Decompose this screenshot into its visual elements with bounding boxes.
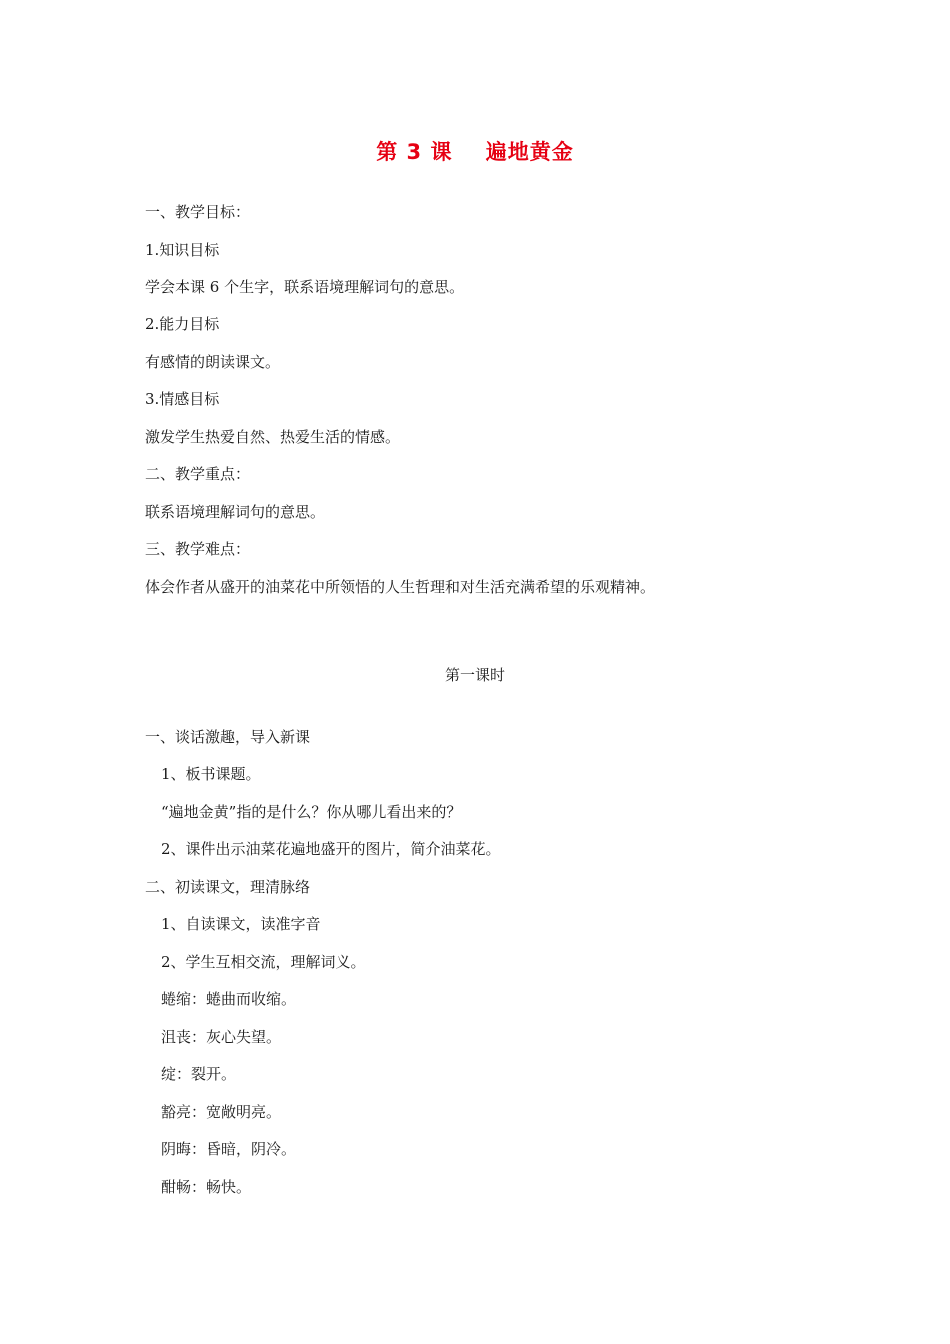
vocab-item: 豁亮：宽敞明亮。 <box>161 1103 282 1121</box>
lesson-step: 1、自读课文，读准字音 <box>161 915 321 933</box>
vocab-item: 酣畅：畅快。 <box>161 1178 252 1196</box>
lesson-step-heading: 二、初读课文，理清脉络 <box>145 878 311 896</box>
lesson-step: 2、学生互相交流，理解词义。 <box>161 953 366 971</box>
difficulties-text: 体会作者从盛开的油菜花中所领悟的人生哲理和对生活充满希望的乐观精神。 <box>145 578 656 596</box>
knowledge-goal-text: 学会本课 6 个生字，联系语境理解词句的意思。 <box>145 278 465 296</box>
vocab-item: 阴晦：昏暗，阴冷。 <box>161 1140 297 1158</box>
lesson-step: 1、板书课题。 <box>161 765 261 783</box>
lesson-question: “遍地金黄”指的是什么？你从哪儿看出来的？ <box>161 803 462 821</box>
key-points-heading: 二、教学重点： <box>145 465 251 483</box>
vocab-item: 蜷缩：蜷曲而收缩。 <box>161 990 297 1008</box>
lesson-step: 2、课件出示油菜花遍地盛开的图片，简介油菜花。 <box>161 840 501 858</box>
lesson-step-heading: 一、谈话激趣，导入新课 <box>145 728 311 746</box>
ability-goal-text: 有感情的朗读课文。 <box>145 353 281 371</box>
emotion-goal-text: 激发学生热爱自然、热爱生活的情感。 <box>145 428 401 446</box>
goals-heading: 一、教学目标： <box>145 203 251 221</box>
emotion-goal-heading: 3.情感目标 <box>145 390 220 408</box>
section-label: 第一课时 <box>444 666 505 684</box>
key-points-text: 联系语境理解词句的意思。 <box>145 503 326 521</box>
vocab-item: 沮丧：灰心失望。 <box>161 1028 282 1046</box>
vocab-item: 绽：裂开。 <box>161 1065 237 1083</box>
knowledge-goal-heading: 1.知识目标 <box>145 241 220 259</box>
difficulties-heading: 三、教学难点： <box>145 540 251 558</box>
lesson-title: 第 3 课 遍地黄金 <box>376 140 574 164</box>
ability-goal-heading: 2.能力目标 <box>145 315 220 333</box>
